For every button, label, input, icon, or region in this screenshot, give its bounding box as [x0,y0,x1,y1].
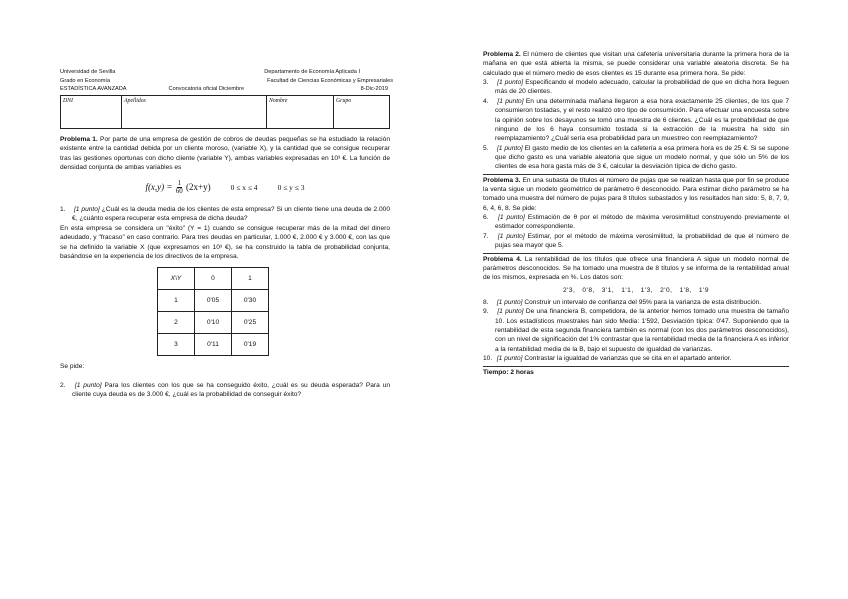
table-row [158,312,269,334]
group-field[interactable]: Grupo [334,95,390,128]
question-2-text: Para los clientes con los que se ha conseguido éxito, ¿cuál es su deuda esperada? Para un cliente cuya deuda es de 3.000 €, ¿cuál es la probabilidad de conseguir éxito? [72,381,390,398]
problem3-section [483,174,789,251]
table-cell: 0'19 [232,334,269,356]
table-cell: 0'25 [232,312,269,334]
table-cell: 0'10 [195,312,232,334]
dni-field[interactable]: DNI [61,95,122,128]
question-5-points: [1 punto] [496,144,523,152]
question-9-number: 9. [483,308,489,316]
question-9-points: [1 punto] [497,308,524,316]
problem2-text: El número de clientes que visitan una cafetería universitaria durante la primera hora de la mañana en que está abierta la misma, se puede considerar una variable aleatoria discreta. Se ha calculado que el número medio de esos clientes es 15 durante esa primera hora. Se pide: [483,51,789,77]
question-10 [483,354,789,363]
problem2-intro [483,50,789,78]
question-2 [60,381,390,400]
table-cell: 0'05 [195,290,232,312]
question-9-text: De una financiera B, competidora, de la anterior hemos tomado una muestra de tamaño 10. Los estadísticos muestrales han sido Media: 1'592, Desviación típica: 0'47. Suponiendo que la rentabilidad de esta segunda financiera también es normal (con los dos parámetros desconocidos), con un nivel de significación del 1% contrastar que la rentabilidad media de la financiera A es inferior a la rentabilidad media de la B, bajo el supuesto de igualdad de varianzas. [495,308,790,353]
formula-fraction [176,180,183,196]
range-x: 0 ≤ x ≤ 4 [230,182,258,192]
header-row-1 [60,68,390,77]
question-10-text: Contrastar la igualdad de varianzas que se cita en el apartado anterior. [524,355,732,363]
formula-expression [145,180,210,196]
question-7-number: 7. [483,232,489,240]
problem2-title: Problema 2. [483,51,521,58]
se-pide: Se pide: [60,363,85,371]
density-formula [60,180,390,196]
question-5 [483,144,789,172]
question-7-text: Estimar, por el método de máxima verosimilitud, la probabilidad de que el número de pujas sea mayor que 5. [495,232,789,250]
problem1-title: Problema 1. [60,135,98,143]
problem4-title: Problema 4. [483,255,522,263]
table-col-0: 0 [195,268,232,290]
table-cell: 0'30 [232,290,269,312]
left-column [60,68,393,399]
question-2-points: [1 punto] [74,381,102,389]
student-id-table [60,95,390,129]
question-3-points: [1 punto] [497,79,524,87]
question-8-text: Construir un intervalo de confianza del 95% para la varianza de esta distribución. [524,298,762,306]
question-8 [483,298,789,307]
degree: Grado en Economía [60,77,111,84]
question-3 [483,78,789,97]
header-row-2 [60,77,393,86]
table-col-1: 1 [232,268,269,290]
problem4-intro [483,255,789,283]
exam-date: 8-Dic-2019 [360,86,388,93]
problem1-intro [60,135,390,172]
table-row-x: 2 [158,312,195,334]
formula-numerator: 1 [177,179,181,188]
exam-time: Tiempo: 2 horas [483,368,534,376]
surname-field[interactable]: Apellidos [122,95,267,128]
question-6-number: 6. [483,214,489,222]
question-4 [483,97,789,144]
footer [483,366,789,377]
problem3-intro [483,176,789,213]
problem1-middle: En esta empresa se considera un "éxito" (Y = 1) cuando se consigue recuperar más de la mitad del dinero adeudado, y "fracaso" en caso contrario. Para tres deudas en particular, 1.000 €, 2.000 € y 3.000 €, con las que se ha definido la variable X (que expresamos en 10³ €), se ha construido la tabla de probabilidad conjunta, basándose en la experiencia de los directivos de la empresa. [60,224,390,260]
formula-lhs: f(x,y) = [145,182,173,193]
table-cell: 0'11 [195,334,232,356]
call: Convocatoria oficial Diciembre [168,86,245,93]
question-6-text: Estimación de θ por el método de máxima verosimilitud construyendo previamente el estimador correspondiente. [495,214,789,231]
table-row-x: 3 [158,334,195,356]
question-4-text: En una determinada mañana llegaron a esa hora exactamente 25 clientes, de los que 7 consumieron tostadas, y el resto realizó otro tipo de consumición. Para efectuar una encuesta sobre la opinión sobre los desayunos se tomó una muestra de 6 clientes. ¿Cuál es la probabilidad de que ninguno de los 6 haya consumido tostada si la extracción de la muestra ha sido sin reemplazamiento? ¿Cuál sería esa probabilidad para un muestreo con reemplazamiento? [495,97,789,143]
problem4-data: 2'3, 0'8, 3'1, 1'1, 1'3, 2'0, 1'8, 1'9 [562,286,710,294]
question-9 [483,307,789,354]
formula-rhs: (2x+y) [186,182,211,193]
table-header-row [158,268,269,290]
faculty: Facultad de Ciencias Económicas y Empresariales [267,77,393,84]
right-column [483,50,789,377]
problem4-section [483,253,789,364]
problem3-title: Problema 3. [483,176,521,184]
question-4-number: 4. [483,97,489,105]
question-5-number: 5. [483,144,489,152]
table-row-x: 1 [158,290,195,312]
question-10-points: [1 punto] [496,355,523,363]
question-10-number: 10. [483,355,493,363]
question-7-points: [1 punto] [497,232,525,240]
question-3-number: 3. [483,79,489,87]
question-3-text: Especificando el modelo adecuado, calcular la probabilidad de que en dicha hora lleguen más de 20 clientes. [495,79,789,96]
question-6-points: [1 punto] [498,214,525,222]
question-7 [483,232,789,251]
question-6 [483,213,789,232]
question-5-text: El gasto medio de los clientes en la cafetería a esa primera hora es de 25 €. Si se supone que dicho gasto es una variable aleatoria que sigue un modelo normal, y que sólo un 5% de los clientes de esa hora gasta más de 3 €, calcular la desviación típica de dicho gasto. [495,144,789,171]
question-1-number: 1. [60,206,66,214]
course: ESTADÍSTICA AVANZADA [60,86,127,93]
table-row [158,334,269,356]
department: Departamento de Economía Aplicada I [264,69,360,75]
question-1-points: [1 punto] [73,206,100,214]
question-4-points: [1 punto] [497,97,524,105]
header-row-3 [60,85,390,94]
university: Universidad de Sevilla [60,69,116,75]
table-row [158,290,269,312]
joint-probability-table [157,267,269,356]
question-8-number: 8. [483,298,489,306]
range-y: 0 ≤ y ≤ 3 [277,182,305,192]
question-1 [60,205,390,224]
question-1-text: ¿Cuál es la deuda media de los clientes de esta empresa? Si un cliente tiene una deuda de 2.000 €, ¿cuánto espera recuperar esta empresa de dicha deuda? [72,206,390,223]
question-2-number: 2. [60,381,66,389]
table-corner: X\Y [158,268,195,290]
problem4-text: La rentabilidad de los títulos que ofrece una financiera A sigue un modelo normal de parámetros desconocidos. Se ha tomado una muestra de 8 títulos y se informa de la rentabilidad anual de los mismos, expresada en %. Los datos son: [483,255,789,282]
problem3-text: En una subasta de títulos el número de pujas que se realizan hasta que por fin se produce la venta sigue un modelo geométrico de parámetro θ desconocido. Para estimar dicho parámetro se ha tomado una muestra del número de pujas para 8 títulos subastados y los resultados han sido: 5, 8, 7, 9, 6, 4, 6, 8. Se pide: [483,176,789,212]
name-field[interactable]: Nombre [267,95,334,128]
question-8-points: [1 punto] [496,298,523,306]
formula-denominator: 60 [175,187,183,196]
problem1-text: Por parte de una empresa de gestión de cobros de deudas pequeñas se ha estudiado la relación existente entre la cantidad debida por un cliente moroso, (variable X), y la cantidad que se consigue recuperar tras las gestiones oportunas con dicho cliente (variable Y), ambas variables expresadas en 10³ €. La función de densidad conjunta de ambas variables es [60,135,390,172]
